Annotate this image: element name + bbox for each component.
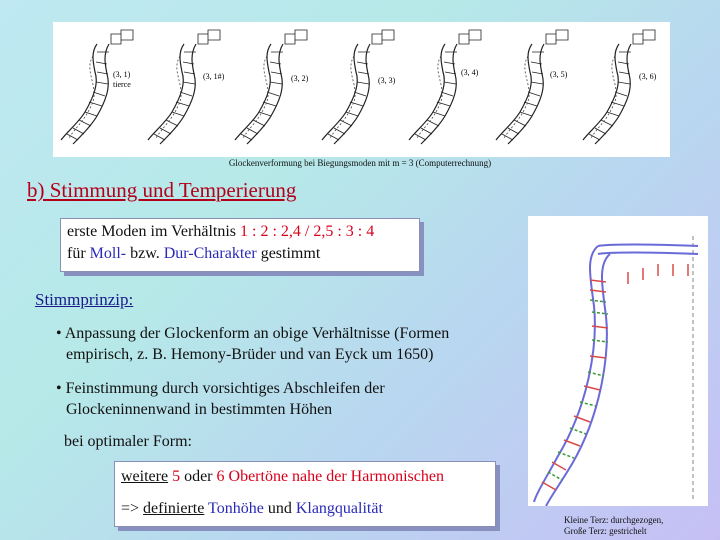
- mode-ratio-box: [60, 218, 420, 272]
- moll-text: Moll-: [89, 245, 127, 262]
- tonhoehe-text: Tonhöhe: [204, 500, 264, 517]
- bullet-1-line-2: empirisch, z. B. Hemony-Brüder und van Eyck um 1650): [66, 346, 434, 363]
- mode-label: (3, 2): [291, 74, 309, 83]
- optimal-form-text: bei optimaler Form:: [64, 433, 192, 450]
- caption-line-1: Kleine Terz: durchgezogen,: [564, 515, 664, 525]
- bell-modes-drawing: [53, 22, 670, 157]
- dur-text: Dur-Charakter: [163, 245, 257, 262]
- klangqualitaet-text: Klangqualität: [295, 500, 383, 517]
- result-line: [121, 500, 383, 518]
- overtone-line: [121, 468, 444, 486]
- ratio-line: [67, 223, 374, 241]
- arrow-text: =>: [121, 500, 144, 517]
- character-text: für: [67, 245, 90, 262]
- bell-profile-figure: [528, 216, 708, 506]
- bell-modes-figure: [53, 22, 670, 157]
- character-text: bzw.: [126, 245, 164, 262]
- caption-line-2: Große Terz: gestrichelt: [564, 526, 647, 536]
- ratio-text: erste Moden im Verhältnis: [67, 223, 241, 240]
- oder-text: oder: [184, 468, 213, 485]
- figure-caption: Glockenverformung bei Biegungsmoden mit m = 3 (Computerrechnung): [228, 158, 492, 168]
- bell-profile-drawing: [528, 216, 708, 506]
- mode-label: (3, 3): [378, 76, 396, 85]
- bullet-1-line-1: • Anpassung der Glockenform an obige Verhältnisse (Formen: [56, 325, 450, 342]
- stimmprinzip-heading: Stimmprinzip:: [35, 290, 134, 309]
- mode-label: (3, 4): [461, 68, 479, 77]
- mode-label: (3, 1#): [203, 72, 225, 81]
- weitere-text: weitere: [121, 468, 169, 485]
- section-heading: b) Stimmung und Temperierung: [27, 178, 297, 202]
- character-text: gestimmt: [256, 245, 321, 262]
- mode-label: (3, 1): [113, 70, 131, 79]
- definierte-text: definierte: [143, 500, 205, 517]
- und-text: und: [263, 500, 296, 517]
- bullet-2-line-2: Glockeninnenwand in bestimmten Höhen: [66, 401, 333, 418]
- mode-label: (3, 6): [639, 72, 657, 81]
- ratio-values: 1 : 2 : 2,4 / 2,5 : 3 : 4: [240, 223, 375, 240]
- right-figure-caption: [564, 515, 663, 537]
- mode-sub-label: tierce: [113, 80, 131, 89]
- bullet-2-line-1: • Feinstimmung durch vorsichtiges Abschleifen der: [56, 380, 385, 397]
- character-line: [67, 245, 320, 263]
- overtone-six-text: 6 Obertöne nahe der Harmonischen: [212, 468, 444, 485]
- overtone-box: [114, 461, 496, 527]
- overtone-five: 5: [168, 468, 185, 485]
- mode-label: (3, 5): [550, 70, 568, 79]
